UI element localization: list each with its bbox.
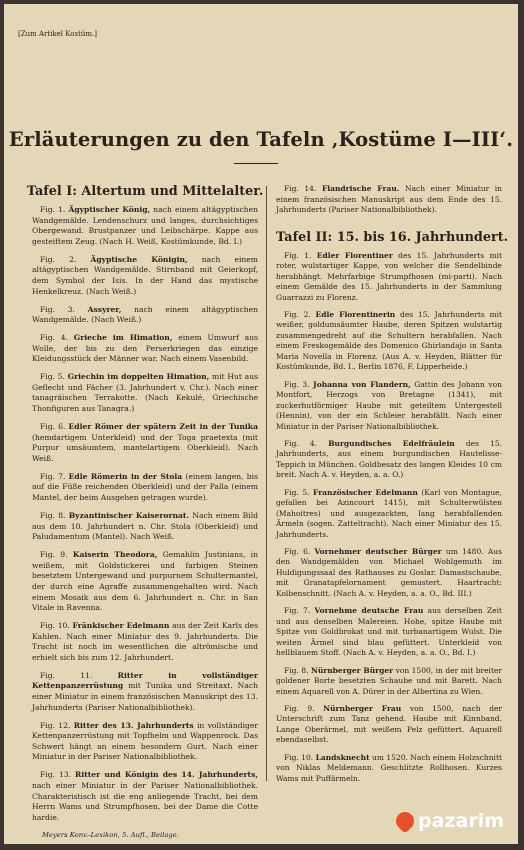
- figure-description: (hemdartigem Unterkleid) und der Toga praetexta (mit Purpur umsäumtem, mantelartigem Oberkleid). Nach Weiß.: [32, 432, 258, 463]
- figure-description: Gemahlin Justinians, in weißem, mit Goldstickerei und farbigen Steinen besetztem Untergewand und purpurnem Schultermantel, der durch eine Agraffe zusammengehalten wird. Nach einem Mosaik aus dem 6. Jahrhundert n. Chr. in San Vitale in Ravenna.: [32, 550, 259, 613]
- left-entries: [32, 205, 258, 823]
- figure-number: Fig. 10.: [284, 752, 314, 762]
- list-item: [32, 305, 258, 326]
- figure-number: Fig. 7.: [40, 471, 66, 481]
- figure-title: Ägyptische Königin,: [90, 254, 188, 264]
- list-item: [276, 704, 502, 746]
- figure-number: Fig. 1.: [284, 250, 312, 260]
- right-column: [276, 184, 509, 791]
- figure-description: mit Tunika und Streitaxt. Nach einer Miniatur in einem französischen Manuskript des 13. Jahrhunderts (Pariser Nationalbibliothek).: [32, 681, 258, 712]
- figure-number: Fig. 8.: [40, 510, 66, 520]
- list-item: [276, 184, 502, 216]
- figure-title: Französischer Edelmann: [313, 487, 418, 497]
- list-item: [276, 547, 502, 600]
- figure-number: Fig. 8.: [284, 665, 309, 675]
- figure-title: Landsknecht: [315, 752, 370, 762]
- figure-description: Nach einem Bild aus dem 10. Jahrhundert n. Chr. Stola (Oberkleid) und Paludamentum (Mantel). Nach Weiß.: [32, 510, 258, 542]
- watermark-logo: [396, 810, 504, 832]
- list-item: [276, 380, 502, 433]
- list-item: [32, 372, 258, 414]
- figure-description: des 15. Jahrhunderts mit roter, wulstartiger Kappe, von welcher die Sendelbinde herabhängt. Mehrfarbige Strumpfhosen (mi-parti). Nach einem Gemälde des 15. Jahrhunderts in der Sammlung Guarrazzi zu Florenz.: [276, 250, 503, 302]
- figure-description: um 1520. Nach einem Holzschnitt von Niklas Meldemann. Geschlitzte Rollhosen. Kurzes Wams mit Puffärmeln.: [276, 752, 502, 783]
- figure-description: nach einem altägyptischen Wandgemälde. Stirnband mit Geierkopf, dem Symbol der Isis. In der Hand das mystische Henkelkreuz. (Nach Weiß.): [32, 254, 258, 296]
- list-item: [32, 770, 258, 823]
- figure-description: in vollständiger Kettenpanzerrüstung mit Topfhelm und Wappenrock. Das Schwert hängt an einem besondern Gurt. Nach einer Miniatur in der Pariser Nationalbibliothek.: [32, 720, 258, 762]
- figure-description: einem Umwurf aus Wolle, der bis zu den Perserkriegen das einzige Kleidungsstück der Männer war. Nach einem Vasenbild.: [32, 333, 258, 364]
- figure-description: Gattin des Johann von Montfort, Herzogs von Bretagne (1341), mit zuckerhutförmiger Haube mit geteiltem Untergestell (Hennin), von der ein Schleier herabfällt. Nach einer Miniatur in der Pariser Nationalbibliothek.: [276, 379, 502, 431]
- figure-description: (einem langen, bis auf die Füße reichenden Oberkleid) und der Palla (einem Mantel, der beim Ausgehen getragen wurde).: [32, 471, 258, 502]
- figure-number: Fig. 2.: [40, 254, 77, 264]
- section-heading-tafel-1: Tafel I: Altertum und Mittelalter.: [26, 184, 264, 199]
- figure-title: Nürnberger Frau: [323, 703, 402, 713]
- figure-title: Ritter des 13. Jahrhunderts: [73, 720, 194, 730]
- figure-title: Burgundisches Edelfräulein: [328, 438, 455, 448]
- figure-description: aus derselben Zeit und aus denselben Malereien. Hohe, spitze Haube mit Spitze von Goldbrokat und mit turbanartigem Wulst. Die weiten Ärmel sind blau gefüttert. Unterkleid von hellblauem Stoff. (Nach A. v. Heyden, a. a. O., Bd. I.): [276, 606, 502, 658]
- figure-title: Ritter und Königin des 14. Jahrhunderts,: [75, 770, 258, 780]
- figure-description: um 1480. Aus den Wandgemälden von Michael Wohlgemuth im Huldigungssaal des Rathauses zu Goslar. Damastschaube, mit Granatapfelornament gemustert. Haartracht: Kolbenschnitt. (Nach A. v. Heyden, a. a. O., Bd. III.): [276, 546, 502, 598]
- figure-description: (Karl von Montague, gefallen bei Azincourt 1415), mit Schulterwülsten (Mahoitres) und ausgezackten, lang herabfallenden Ärmeln (sogen. Zatteltracht). Nach einer Miniatur des 15. Jahrhunderts.: [276, 487, 502, 539]
- figure-description: des 15. Jahrhunderts, aus einem burgundischen Hautelisse-Teppich in München. Goldbesatz des langen Kleides 10 cm breit. Nach A. v. Heyden, a. a. O.): [276, 438, 502, 480]
- figure-title: Edler Römer der spätern Zeit in der Tunika: [68, 422, 258, 432]
- list-item: [32, 671, 258, 713]
- figure-title: Vornehme deutsche Frau: [314, 606, 424, 616]
- figure-number: Fig. 3.: [284, 379, 310, 389]
- section-heading-tafel-2: Tafel II: 15. bis 16. Jahrhundert.: [276, 229, 509, 245]
- column-divider: [266, 186, 267, 781]
- figure-number: Fig. 11.: [40, 670, 93, 680]
- figure-number: Fig. 12.: [40, 720, 71, 730]
- figure-title: Flandrische Frau.: [321, 184, 400, 193]
- figure-description: von 1500, in der mit breiter goldener Borte besetzten Schaube und mit Barett. Nach einem Aquarell von A. Dürer in der Albertina zu Wien.: [276, 665, 502, 696]
- title-divider: [234, 163, 278, 164]
- figure-number: Fig. 5.: [40, 372, 65, 382]
- figure-number: Fig. 9.: [284, 703, 315, 713]
- figure-title: Johanna von Flandern,: [313, 379, 411, 389]
- document-page: [4, 4, 518, 844]
- list-item: [32, 472, 258, 504]
- figure-number: Fig. 13.: [40, 770, 72, 780]
- figure-title: Byzantinischer Kaiserornat.: [68, 510, 190, 520]
- figure-title: Edle Florentinerin: [315, 309, 396, 319]
- list-item: [32, 721, 258, 763]
- right-entries: [276, 251, 502, 785]
- figure-description: des 15. Jahrhunderts mit weißer, goldumsäumter Haube, deren Spitzen wulstartig zusammengedreht auf die Schultern herabfallen. Nach einem Freskogemälde des Domenico Ghirlandajo in Santa Maria Novella in Florenz. (Aus A. v. Heyden, Blätter für Kostümkunde, Bd. I., Berlin 1876, F. Lipperheide.): [276, 309, 503, 372]
- figure-description: von 1500, nach der Unterschrift zum Tanz gehend. Haube mit Kinnband. Lange Oberärmel, mit weißem Pelz gefüttert. Aquarell ebendaselbst.: [276, 703, 503, 745]
- list-item: [276, 753, 502, 785]
- list-item: [32, 333, 258, 365]
- watermark-text: pazarim: [418, 810, 504, 832]
- list-item: [32, 621, 258, 663]
- figure-title: Edler Florentiner: [316, 250, 393, 260]
- figure-number: Fig. 3.: [40, 304, 75, 314]
- figure-number: Fig. 7.: [284, 606, 311, 616]
- figure-title: Grieche im Himation,: [73, 333, 173, 343]
- list-item: [32, 422, 258, 464]
- page-title: Erläuterungen zu den Tafeln ‚Kostüme I—III‘.: [8, 128, 514, 151]
- list-item: [276, 310, 502, 373]
- figure-number: Fig. 6.: [284, 546, 311, 556]
- figure-number: Fig. 14.: [284, 184, 317, 193]
- figure-description: aus der Zeit Karls des Kahlen. Nach einer Miniatur des 9. Jahrhunderts. Die Tracht ist noch im wesentlichen die altrömische und erhielt sich bis zum 12. Jahrhundert.: [32, 621, 258, 662]
- list-item: [276, 251, 502, 304]
- list-item: [32, 205, 258, 247]
- figure-number: Fig. 9.: [40, 550, 68, 560]
- figure-title: Ägyptischer König,: [68, 205, 151, 214]
- figure-title: Fränkischer Edelmann: [72, 621, 170, 631]
- source-note: Meyers Konv.-Lexikon, 5. Aufl., Beilage.: [42, 831, 179, 840]
- figure-title: Assyrer,: [87, 304, 122, 314]
- list-item: [276, 666, 502, 698]
- pin-icon: [392, 808, 417, 833]
- list-item: [32, 255, 258, 297]
- list-item: [276, 606, 502, 659]
- figure-title: Kaiserin Theodora,: [72, 550, 158, 560]
- figure-description: nach einer Miniatur in der Pariser Nationalbibliothek. Charakteristisch ist die eng anliegende Tracht, bei dem Herrn Wams und Strumpfhosen, bei der Dame die Cotte hardie.: [32, 781, 258, 822]
- figure-number: Fig. 10.: [40, 621, 70, 631]
- figure-description: nach einem altägyptischen Wandgemälde. Lendenschurz und langes, durchsichtiges Obergewand. Brustpanzer und Leibschärpe. Kappe aus gesteiftem Zeug. (Nach H. Weiß, Kostümkunde, Bd. I.): [32, 205, 259, 246]
- article-reference: [Zum Artikel Kostüm.]: [18, 30, 98, 38]
- figure-number: Fig. 4.: [40, 333, 68, 343]
- figure-number: Fig. 2.: [284, 309, 311, 319]
- figure-number: Fig. 1.: [40, 205, 66, 214]
- figure-title: Griechin im doppelten Himation,: [67, 372, 210, 382]
- figure-title: Nürnberger Bürger: [310, 665, 394, 675]
- figure-number: Fig. 4.: [284, 438, 318, 448]
- left-column: [26, 184, 264, 840]
- list-item: [276, 488, 502, 541]
- figure-number: Fig. 6.: [40, 422, 66, 432]
- figure-number: Fig. 5.: [284, 487, 310, 497]
- figure-title: Ritter in vollständiger Kettenpanzerrüstung: [32, 670, 258, 691]
- figure-description: mit Hut aus Geflecht und Fächer (3. Jahrhundert v. Chr.). Nach einer tanagräischen Terrakotte. (Nach Kekulé, Griechische Thonfiguren aus Tanagra.): [32, 372, 258, 414]
- list-item: [276, 439, 502, 481]
- figure-description: Nach einer Miniatur in einem französischen Manuskript aus dem Ende des 15. Jahrhunderts (Pariser Nationalbibliothek).: [276, 184, 502, 214]
- figure-title: Vornehmer deutscher Bürger: [314, 546, 442, 556]
- figure-title: Edle Römerin in der Stola: [68, 471, 183, 481]
- figure-description: nach einem altägyptischen Wandgemälde. (Nach Weiß.): [32, 304, 259, 325]
- list-item: [32, 511, 258, 543]
- list-item: [32, 550, 258, 614]
